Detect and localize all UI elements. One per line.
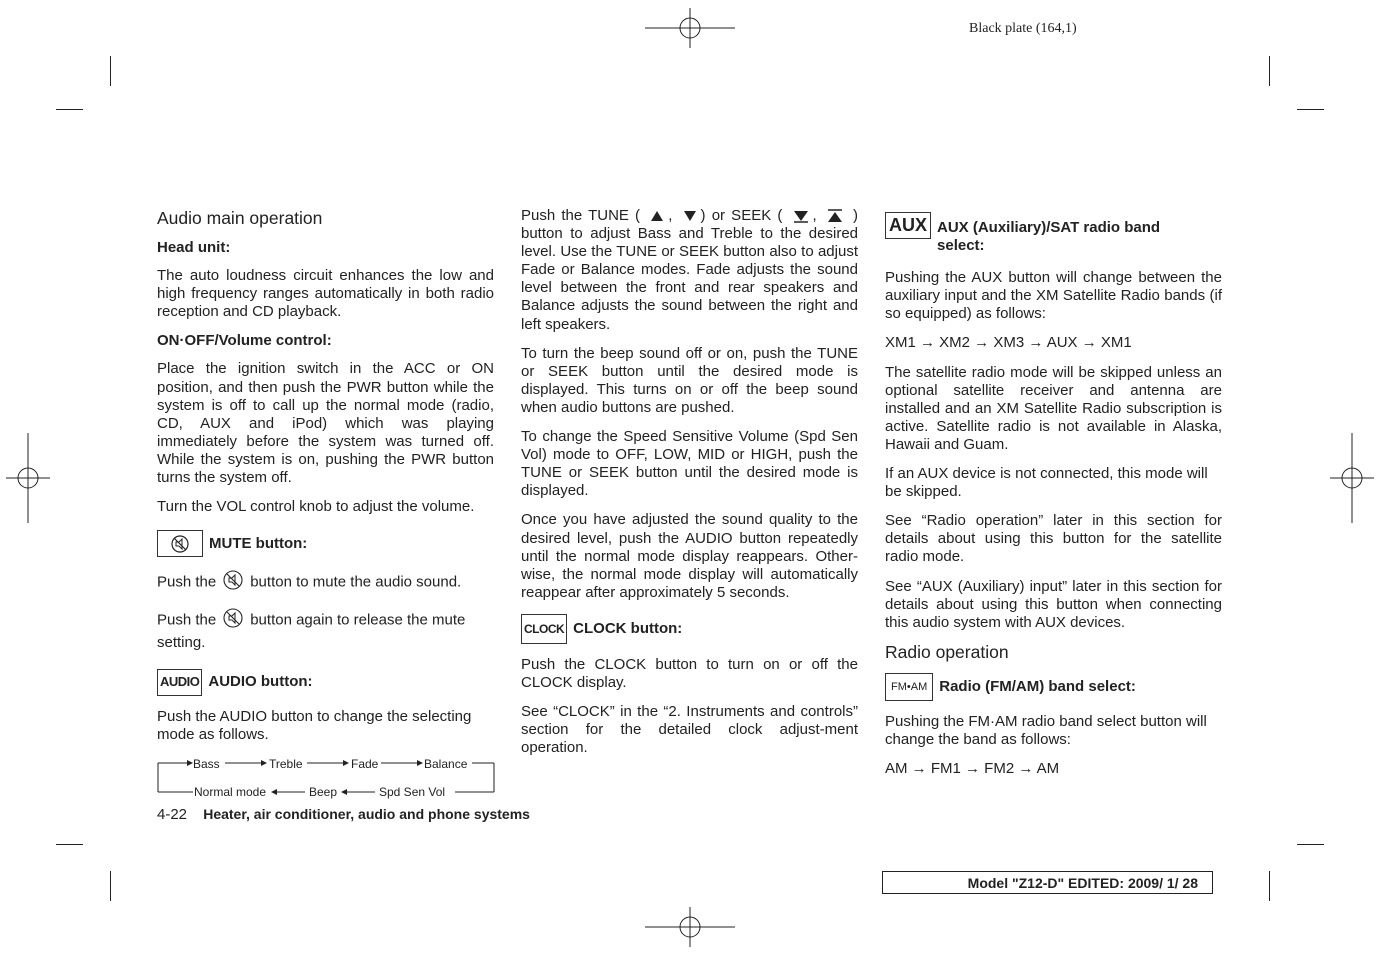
crop-mark xyxy=(1269,871,1270,901)
paragraph: See “Radio operation” later in this section for details about using this button for the satellite radio mode. xyxy=(885,512,1222,566)
audio-heading xyxy=(157,669,494,696)
band-sequence: XM1 → XM2 → XM3 → AUX → XM1 xyxy=(885,334,1132,352)
crop-mark xyxy=(1297,844,1324,845)
text: , xyxy=(668,207,673,224)
crop-mark xyxy=(110,871,111,901)
text: ) button to adjust Bass and Treble to the desired level. Use the TUNE or SEEK button also to adjust Fade or Balance modes. Fade adjusts the sound level between the front and rear speakers and Balance adjusts the sound between the right and left speakers. xyxy=(521,207,858,333)
clock-icon: CLOCK xyxy=(521,614,567,644)
paragraph: Once you have adjusted the sound quality to the desired level, push the AUDIO button repeatedly until the normal mode display reappears. Other-wise, the normal mode display will automatically reappear after approximately 5 seconds. xyxy=(521,511,858,601)
paragraph-mute-2 xyxy=(157,607,494,652)
audio-label: AUDIO button: xyxy=(208,672,313,690)
paragraph: The satellite radio mode will be skipped unless an optional satellite receiver and antenna are installed and an XM Satellite Radio subscription is active. Satellite radio is not available in Alaska, Hawaii and Guam. xyxy=(885,363,1222,453)
paragraph: Turn the VOL control knob to adjust the volume. xyxy=(157,498,475,516)
clock-label: CLOCK button: xyxy=(573,619,683,637)
paragraph-mute-1 xyxy=(157,569,494,596)
flow-item: Bass xyxy=(193,756,220,771)
flow-item: Fade xyxy=(351,756,379,771)
paragraph: The auto loudness circuit enhances the low and high frequency ranges automatically in both radio reception and CD playback. xyxy=(157,267,494,321)
column-3 xyxy=(885,212,1222,789)
paragraph: Push the AUDIO button to change the selecting mode as follows. xyxy=(157,707,472,743)
band-sequence: AM → FM1 → FM2 → AM xyxy=(885,759,1060,777)
seek-down-icon xyxy=(793,209,809,223)
subheading-head-unit: Head unit: xyxy=(157,239,231,256)
column-2 xyxy=(521,207,858,768)
text: Push the TUNE ( xyxy=(521,207,641,224)
aux-icon: AUX xyxy=(885,212,931,239)
crop-mark xyxy=(56,844,83,845)
paragraph: If an AUX device is not connected, this mode will be skipped. xyxy=(885,465,1208,501)
crop-mark xyxy=(1297,109,1324,110)
paragraph: See “AUX (Auxiliary) input” later in this section for details about using this button when connecting this audio system with AUX devices. xyxy=(885,577,1222,631)
tune-up-icon xyxy=(650,210,664,222)
clock-heading xyxy=(521,614,858,644)
column-1 xyxy=(157,207,494,801)
paragraph: Push the CLOCK button to turn on or off the CLOCK display. xyxy=(521,655,858,691)
fmam-heading xyxy=(885,673,1222,701)
aux-label: AUX (Auxiliary)/SAT radio band select: xyxy=(937,219,1161,255)
paragraph-tune-seek xyxy=(521,207,858,334)
mute-icon xyxy=(170,534,190,554)
text: button to mute the audio sound. xyxy=(250,573,462,591)
registration-mark-right xyxy=(1330,433,1374,523)
paragraph: Place the ignition switch in the ACC or ON position, and then push the PWR button while the system is off to call up the normal mode (radio, CD, AUX and iPod) which was playing immediately before the system was turned off. While the system is on, pushing the PWR button turns the system off. xyxy=(157,360,494,487)
aux-heading xyxy=(885,212,1222,255)
seek-up-icon xyxy=(827,209,843,223)
paragraph: See “CLOCK” in the “2. Instruments and controls” section for the detailed clock adjust-ment operation. xyxy=(521,703,858,757)
fmam-icon: FM•AM xyxy=(885,673,933,701)
section-name: Heater, air conditioner, audio and phone systems xyxy=(203,806,530,822)
crop-mark xyxy=(110,56,111,86)
model-edit-box: Model "Z12-D" EDITED: 2009/ 1/ 28 xyxy=(882,871,1213,894)
paragraph: Pushing the AUX button will change between the auxiliary input and the XM Satellite Radio bands (if so equipped) as follows: xyxy=(885,269,1222,323)
mute-icon-box xyxy=(157,530,203,557)
flow-item: Treble xyxy=(269,756,303,771)
mute-inline-icon xyxy=(222,607,244,634)
registration-mark-left xyxy=(6,433,50,523)
text: ) or SEEK ( xyxy=(700,207,783,224)
flow-item: Spd Sen Vol xyxy=(379,784,446,799)
text: button again to release the mute setting. xyxy=(157,611,466,652)
audio-mode-flow-diagram xyxy=(157,755,495,801)
flow-item: Beep xyxy=(309,784,338,799)
crop-mark xyxy=(56,109,83,110)
subheading-onoff: ON·OFF/Volume control: xyxy=(157,332,332,350)
flow-item: Normal mode xyxy=(194,784,267,799)
section-title: Audio main operation xyxy=(157,208,323,228)
flow-item: Balance xyxy=(424,756,468,771)
fmam-label: Radio (FM/AM) band select: xyxy=(939,677,1136,695)
paragraph: Pushing the FM·AM radio band select button will change the band as follows: xyxy=(885,712,1207,748)
text: , xyxy=(812,207,817,224)
registration-mark-bottom xyxy=(645,907,735,947)
plate-label: Black plate (164,1) xyxy=(969,21,1077,36)
registration-mark-top xyxy=(645,8,735,48)
tune-down-icon xyxy=(683,210,697,222)
mute-inline-icon xyxy=(222,569,244,596)
audio-icon: AUDIO xyxy=(157,669,202,696)
paragraph: To change the Speed Sensitive Volume (Spd Sen Vol) mode to OFF, LOW, MID or HIGH, push the TUNE or SEEK button until the desired mode is displayed. xyxy=(521,428,858,500)
page-footer xyxy=(157,806,530,823)
text: Push the xyxy=(157,573,217,591)
page-number: 4-22 xyxy=(157,806,188,823)
crop-mark xyxy=(1269,56,1270,86)
mute-heading xyxy=(157,530,494,557)
section-title-radio: Radio operation xyxy=(885,641,1009,662)
mute-label: MUTE button: xyxy=(209,534,308,552)
text: Push the xyxy=(157,611,217,629)
paragraph: To turn the beep sound off or on, push the TUNE or SEEK button until the desired mode is displayed. This turns on or off the beep sound when audio buttons are pushed. xyxy=(521,344,858,416)
